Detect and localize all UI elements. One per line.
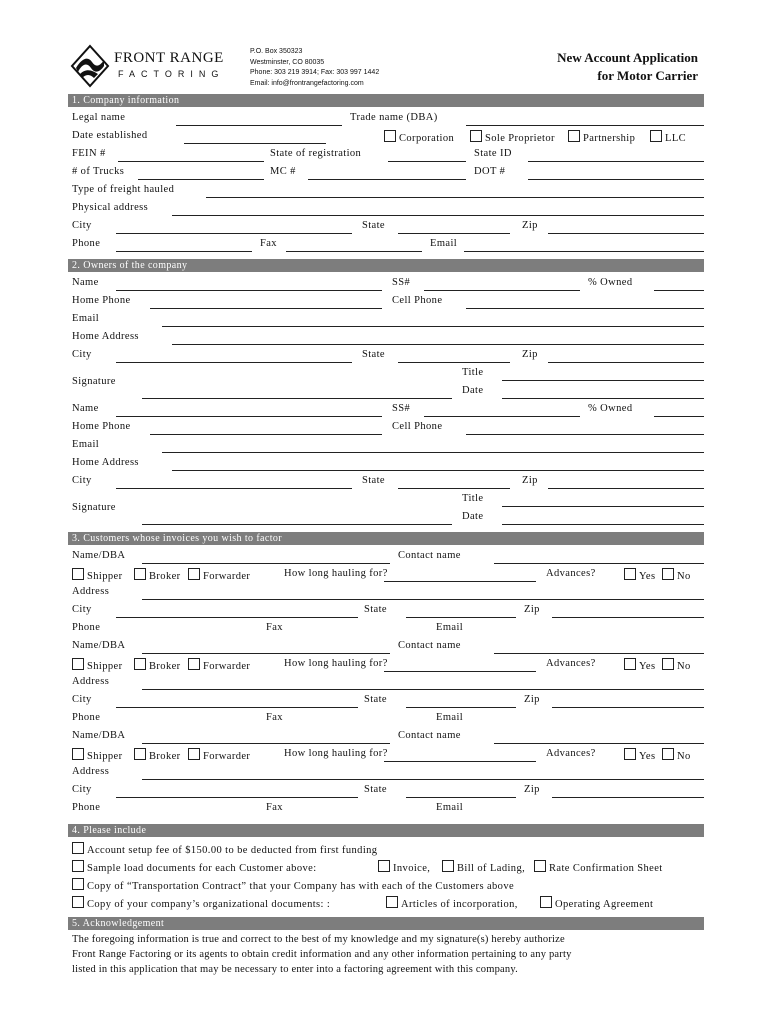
owner-name-label: Name (72, 277, 99, 288)
corporation-label: Corporation (399, 133, 455, 144)
company-state-field[interactable] (398, 233, 510, 234)
partnership-option[interactable] (568, 130, 635, 144)
operating-agreement-label: Operating Agreement (555, 899, 654, 910)
broker-label: Broker (149, 661, 181, 672)
bill-of-lading-label: Bill of Lading, (457, 863, 526, 874)
contact-name-label: Contact name (398, 550, 461, 561)
include-item-load-documents (72, 860, 704, 876)
physical-address-row (72, 202, 704, 218)
city-label: City (72, 220, 92, 231)
customer-phone-row (72, 802, 704, 818)
owner-city-label: City (72, 349, 92, 360)
contact-name-label: Contact name (398, 730, 461, 741)
customer-zip-field[interactable] (552, 617, 704, 618)
shipper-checkbox[interactable] (72, 568, 84, 580)
home-address-label: Home Address (72, 457, 139, 468)
forwarder-label: Forwarder (203, 751, 251, 762)
no-option[interactable] (662, 658, 691, 672)
yes-option[interactable] (624, 748, 655, 762)
freight-label: Type of freight hauled (72, 184, 175, 195)
signature-label: Signature (72, 376, 116, 387)
shipper-label: Shipper (87, 661, 123, 672)
name-dba-label: Name/DBA (72, 730, 126, 741)
legal-name-row (72, 112, 704, 128)
forwarder-checkbox[interactable] (188, 658, 200, 670)
shipper-option[interactable] (72, 568, 122, 582)
no-option[interactable] (662, 568, 691, 582)
customer-name-row (72, 550, 704, 566)
mc-field[interactable] (308, 179, 466, 180)
owner-zip-field[interactable] (548, 488, 704, 489)
yes-option[interactable] (624, 658, 655, 672)
home-phone-label: Home Phone (72, 295, 131, 306)
customer-fax-label: Fax (266, 802, 283, 813)
broker-option[interactable] (134, 568, 181, 582)
transportation-contract-label: Copy of “Transportation Contract” that your Company has with each of the Customers above (87, 881, 515, 892)
section-customers: 3. Customers whose invoices you wish to factor (68, 532, 704, 545)
corporation-checkbox[interactable] (384, 130, 396, 142)
signature-field[interactable] (142, 524, 452, 525)
owner-address-row (72, 331, 704, 347)
customer-name-row (72, 730, 704, 746)
customer-city-label: City (72, 694, 92, 705)
owner-email-field[interactable] (162, 326, 704, 327)
customer-city-label: City (72, 784, 92, 795)
address-line: Phone: 303 219 3914; Fax: 303 997 1442 (250, 69, 380, 76)
broker-option[interactable] (134, 658, 181, 672)
customer-zip-label: Zip (524, 784, 540, 795)
customer-address-field[interactable] (142, 689, 704, 690)
logo-name: FRONT RANGE (114, 50, 224, 66)
customer-city-field[interactable] (116, 707, 358, 708)
company-address (250, 47, 379, 89)
customer-address-row (72, 586, 704, 602)
articles-label: Articles of incorporation, (401, 899, 518, 910)
customer-email-label: Email (436, 802, 464, 813)
forwarder-option[interactable] (188, 658, 250, 672)
company-email-field[interactable] (464, 251, 704, 252)
yes-checkbox[interactable] (624, 658, 636, 670)
title-label: Title (462, 493, 484, 504)
no-checkbox[interactable] (662, 568, 674, 580)
organizational-documents-option[interactable] (72, 896, 330, 910)
date-field[interactable] (502, 524, 704, 525)
forwarder-label: Forwarder (203, 661, 251, 672)
contact-name-field[interactable] (494, 653, 704, 654)
organizational-documents-checkbox[interactable] (72, 896, 84, 908)
owner-phone-row (72, 295, 704, 311)
shipper-label: Shipper (87, 751, 123, 762)
zip-label: Zip (522, 220, 538, 231)
acknowledgement-text (72, 932, 704, 977)
owner-city-row (72, 349, 704, 365)
owner-name-label: Name (72, 403, 99, 414)
rate-confirmation-checkbox[interactable] (534, 860, 546, 872)
trucks-field[interactable] (138, 179, 264, 180)
owner-zip-label: Zip (522, 349, 538, 360)
customer-type-row (72, 568, 704, 584)
title-line-1: New Account Application (557, 50, 698, 65)
home-address-field[interactable] (172, 470, 704, 471)
freight-field[interactable] (206, 197, 704, 198)
customer-address-row (72, 766, 704, 782)
dot-field[interactable] (528, 179, 704, 180)
no-label: No (677, 661, 691, 672)
owner-zip-field[interactable] (548, 362, 704, 363)
no-checkbox[interactable] (662, 748, 674, 760)
ss-label: SS# (392, 403, 411, 414)
state-label: State (362, 220, 385, 231)
yes-checkbox[interactable] (624, 748, 636, 760)
name-dba-field[interactable] (142, 743, 390, 744)
broker-label: Broker (149, 751, 181, 762)
customer-phone-label: Phone (72, 622, 101, 633)
owned-field[interactable] (654, 416, 704, 417)
transportation-contract-option[interactable] (72, 878, 514, 892)
fein-row (72, 148, 704, 164)
trade-name-field[interactable] (466, 125, 704, 126)
shipper-option[interactable] (72, 658, 122, 672)
contact-name-field[interactable] (494, 743, 704, 744)
customer-email-label: Email (436, 712, 464, 723)
setup-fee-option[interactable] (72, 842, 377, 856)
dot-label: DOT # (474, 166, 506, 177)
owner-name-row (72, 403, 704, 419)
home-address-field[interactable] (172, 344, 704, 345)
phone-label: Phone (72, 238, 101, 249)
company-city-field[interactable] (116, 233, 352, 234)
home-phone-label: Home Phone (72, 421, 131, 432)
owner-address-row (72, 457, 704, 473)
sole-proprietor-checkbox[interactable] (470, 130, 482, 142)
operating-agreement-checkbox[interactable] (540, 896, 552, 908)
section-please-include: 4. Please include (68, 824, 704, 837)
partnership-label: Partnership (583, 133, 636, 144)
mountain-logo-icon (70, 44, 110, 88)
customer-phone-row (72, 712, 704, 728)
forwarder-checkbox[interactable] (188, 748, 200, 760)
customer-address-row (72, 676, 704, 692)
date-field[interactable] (502, 398, 704, 399)
customer-name-row (72, 640, 704, 656)
shipper-label: Shipper (87, 571, 123, 582)
date-established-label: Date established (72, 130, 148, 141)
customer-zip-field[interactable] (552, 707, 704, 708)
customer-city-field[interactable] (116, 797, 358, 798)
owner-date-row (72, 511, 704, 527)
fein-field[interactable] (118, 161, 264, 162)
physical-address-label: Physical address (72, 202, 149, 213)
contact-name-label: Contact name (398, 640, 461, 651)
bill-of-lading-option[interactable] (442, 860, 525, 874)
load-documents-checkbox[interactable] (72, 860, 84, 872)
invoice-checkbox[interactable] (378, 860, 390, 872)
customer-type-row (72, 658, 704, 674)
acknowledgement-line: The foregoing information is true and correct to the best of my knowledge and my signature(s) hereby authorize (72, 934, 565, 945)
ss-field[interactable] (424, 290, 580, 291)
owner-date-row (72, 385, 704, 401)
customer-city-row (72, 694, 704, 710)
fein-label: FEIN # (72, 148, 106, 159)
customer-phone-label: Phone (72, 712, 101, 723)
yes-label: Yes (639, 751, 656, 762)
customer-address-field[interactable] (142, 599, 704, 600)
form-title (557, 49, 698, 85)
customer-city-row (72, 784, 704, 800)
owner-email-field[interactable] (162, 452, 704, 453)
broker-checkbox[interactable] (134, 568, 146, 580)
owner-email-row (72, 313, 704, 329)
how-long-field[interactable] (384, 581, 536, 582)
yes-label: Yes (639, 661, 656, 672)
state-of-registration-label: State of registration (270, 148, 362, 159)
name-dba-label: Name/DBA (72, 640, 126, 651)
trucks-label: # of Trucks (72, 166, 125, 177)
customer-address-label: Address (72, 586, 110, 597)
section-acknowledgement: 5. Acknowledgement (68, 917, 704, 930)
address-line: Email: info@frontrangefactoring.com (250, 79, 364, 87)
customer-zip-label: Zip (524, 604, 540, 615)
advances-label: Advances? (546, 658, 596, 669)
customer-address-label: Address (72, 766, 110, 777)
company-logo (70, 44, 230, 88)
company-phone-field[interactable] (116, 251, 252, 252)
owned-field[interactable] (654, 290, 704, 291)
include-item-organizational-documents (72, 896, 704, 912)
company-phone-row (72, 238, 704, 254)
shipper-checkbox[interactable] (72, 658, 84, 670)
company-fax-field[interactable] (286, 251, 422, 252)
customer-state-field[interactable] (406, 617, 516, 618)
customer-state-label: State (364, 784, 387, 795)
setup-fee-label: Account setup fee of $150.00 to be deducted from first funding (87, 845, 378, 856)
invoice-label: Invoice, (393, 863, 431, 874)
customer-state-label: State (364, 604, 387, 615)
load-documents-label: Sample load documents for each Customer above: (87, 863, 317, 874)
customer-city-row (72, 604, 704, 620)
forwarder-option[interactable] (188, 748, 250, 762)
acknowledgement-line: listed in this application that may be necessary to enter into a factoring agreement with this company. (72, 964, 518, 975)
owner-email-label: Email (72, 313, 100, 324)
customer-fax-label: Fax (266, 712, 283, 723)
name-dba-field[interactable] (142, 563, 390, 564)
customer-address-field[interactable] (142, 779, 704, 780)
state-id-label: State ID (474, 148, 512, 159)
advances-label: Advances? (546, 748, 596, 759)
forwarder-option[interactable] (188, 568, 250, 582)
operating-agreement-option[interactable] (540, 896, 653, 910)
invoice-option[interactable] (378, 860, 430, 874)
broker-option[interactable] (134, 748, 181, 762)
trade-name-label: Trade name (DBA) (350, 112, 438, 123)
organizational-documents-label: Copy of your company’s organizational documents: : (87, 899, 331, 910)
address-line: Westminster, CO 80035 (250, 58, 325, 66)
fax-label: Fax (260, 238, 277, 249)
owner-state-field[interactable] (398, 362, 510, 363)
how-long-label: How long hauling for? (284, 568, 388, 579)
owner-state-label: State (362, 475, 385, 486)
owner-name-field[interactable] (116, 416, 382, 417)
customer-email-label: Email (436, 622, 464, 633)
customer-state-label: State (364, 694, 387, 705)
no-label: No (677, 571, 691, 582)
logo-subtitle: FACTORING (118, 69, 225, 79)
legal-name-label: Legal name (72, 112, 126, 123)
acknowledgement-line: Front Range Factoring or its agents to obtain credit information and any other information pertaining to any party (72, 949, 572, 960)
cell-phone-label: Cell Phone (392, 421, 443, 432)
title-label: Title (462, 367, 484, 378)
llc-label: LLC (665, 133, 687, 144)
shipper-checkbox[interactable] (72, 748, 84, 760)
owner-email-label: Email (72, 439, 100, 450)
broker-checkbox[interactable] (134, 748, 146, 760)
mc-label: MC # (270, 166, 296, 177)
physical-address-field[interactable] (172, 215, 704, 216)
load-documents-option[interactable] (72, 860, 317, 874)
customer-city-label: City (72, 604, 92, 615)
customer-phone-label: Phone (72, 802, 101, 813)
state-id-field[interactable] (528, 161, 704, 162)
rate-confirmation-label: Rate Confirmation Sheet (549, 863, 663, 874)
how-long-label: How long hauling for? (284, 748, 388, 759)
forwarder-label: Forwarder (203, 571, 251, 582)
owner-email-row (72, 439, 704, 455)
company-city-row (72, 220, 704, 236)
customer-address-label: Address (72, 676, 110, 687)
yes-label: Yes (639, 571, 656, 582)
cell-phone-field[interactable] (466, 434, 704, 435)
yes-option[interactable] (624, 568, 655, 582)
customer-phone-row (72, 622, 704, 638)
contact-name-field[interactable] (494, 563, 704, 564)
shipper-option[interactable] (72, 748, 122, 762)
home-address-label: Home Address (72, 331, 139, 342)
sole-proprietor-option[interactable] (470, 130, 555, 144)
home-phone-field[interactable] (150, 308, 382, 309)
owner-city-field[interactable] (116, 488, 352, 489)
bill-of-lading-checkbox[interactable] (442, 860, 454, 872)
forwarder-checkbox[interactable] (188, 568, 200, 580)
setup-fee-checkbox[interactable] (72, 842, 84, 854)
owner-name-row (72, 277, 704, 293)
include-item-transportation-contract (72, 878, 704, 894)
owner-city-field[interactable] (116, 362, 352, 363)
include-item-setup-fee (72, 842, 704, 858)
date-established-row (72, 130, 704, 146)
trucks-row (72, 166, 704, 182)
freight-row (72, 184, 704, 200)
rate-confirmation-option[interactable] (534, 860, 663, 874)
date-label: Date (462, 385, 484, 396)
section-owners: 2. Owners of the company (68, 259, 704, 272)
corporation-option[interactable] (384, 130, 454, 144)
owner-state-label: State (362, 349, 385, 360)
legal-name-field[interactable] (176, 125, 342, 126)
no-checkbox[interactable] (662, 658, 674, 670)
llc-checkbox[interactable] (650, 130, 662, 142)
customer-type-row (72, 748, 704, 764)
owner-name-field[interactable] (116, 290, 382, 291)
title-line-2: for Motor Carrier (597, 68, 698, 83)
owner-phone-row (72, 421, 704, 437)
how-long-label: How long hauling for? (284, 658, 388, 669)
home-phone-field[interactable] (150, 434, 382, 435)
name-dba-label: Name/DBA (72, 550, 126, 561)
owner-zip-label: Zip (522, 475, 538, 486)
owner-state-field[interactable] (398, 488, 510, 489)
customer-zip-field[interactable] (552, 797, 704, 798)
owned-label: % Owned (588, 277, 633, 288)
section-company-info: 1. Company information (68, 94, 704, 107)
signature-field[interactable] (142, 398, 452, 399)
customer-state-field[interactable] (406, 797, 516, 798)
date-established-field[interactable] (184, 143, 326, 144)
owned-label: % Owned (588, 403, 633, 414)
broker-checkbox[interactable] (134, 658, 146, 670)
no-option[interactable] (662, 748, 691, 762)
state-of-registration-field[interactable] (388, 161, 466, 162)
customer-fax-label: Fax (266, 622, 283, 633)
articles-checkbox[interactable] (386, 896, 398, 908)
ss-label: SS# (392, 277, 411, 288)
how-long-field[interactable] (384, 761, 536, 762)
cell-phone-field[interactable] (466, 308, 704, 309)
name-dba-field[interactable] (142, 653, 390, 654)
signature-label: Signature (72, 502, 116, 513)
articles-option[interactable] (386, 896, 518, 910)
llc-option[interactable] (650, 130, 686, 144)
owner-city-row (72, 475, 704, 491)
owner-city-label: City (72, 475, 92, 486)
sole-proprietor-label: Sole Proprietor (485, 133, 555, 144)
customer-zip-label: Zip (524, 694, 540, 705)
no-label: No (677, 751, 691, 762)
how-long-field[interactable] (384, 671, 536, 672)
advances-label: Advances? (546, 568, 596, 579)
customer-city-field[interactable] (116, 617, 358, 618)
transportation-contract-checkbox[interactable] (72, 878, 84, 890)
date-label: Date (462, 511, 484, 522)
customer-state-field[interactable] (406, 707, 516, 708)
address-line: P.O. Box 350323 (250, 48, 303, 55)
cell-phone-label: Cell Phone (392, 295, 443, 306)
company-zip-field[interactable] (548, 233, 704, 234)
email-label: Email (430, 238, 458, 249)
partnership-checkbox[interactable] (568, 130, 580, 142)
broker-label: Broker (149, 571, 181, 582)
yes-checkbox[interactable] (624, 568, 636, 580)
ss-field[interactable] (424, 416, 580, 417)
